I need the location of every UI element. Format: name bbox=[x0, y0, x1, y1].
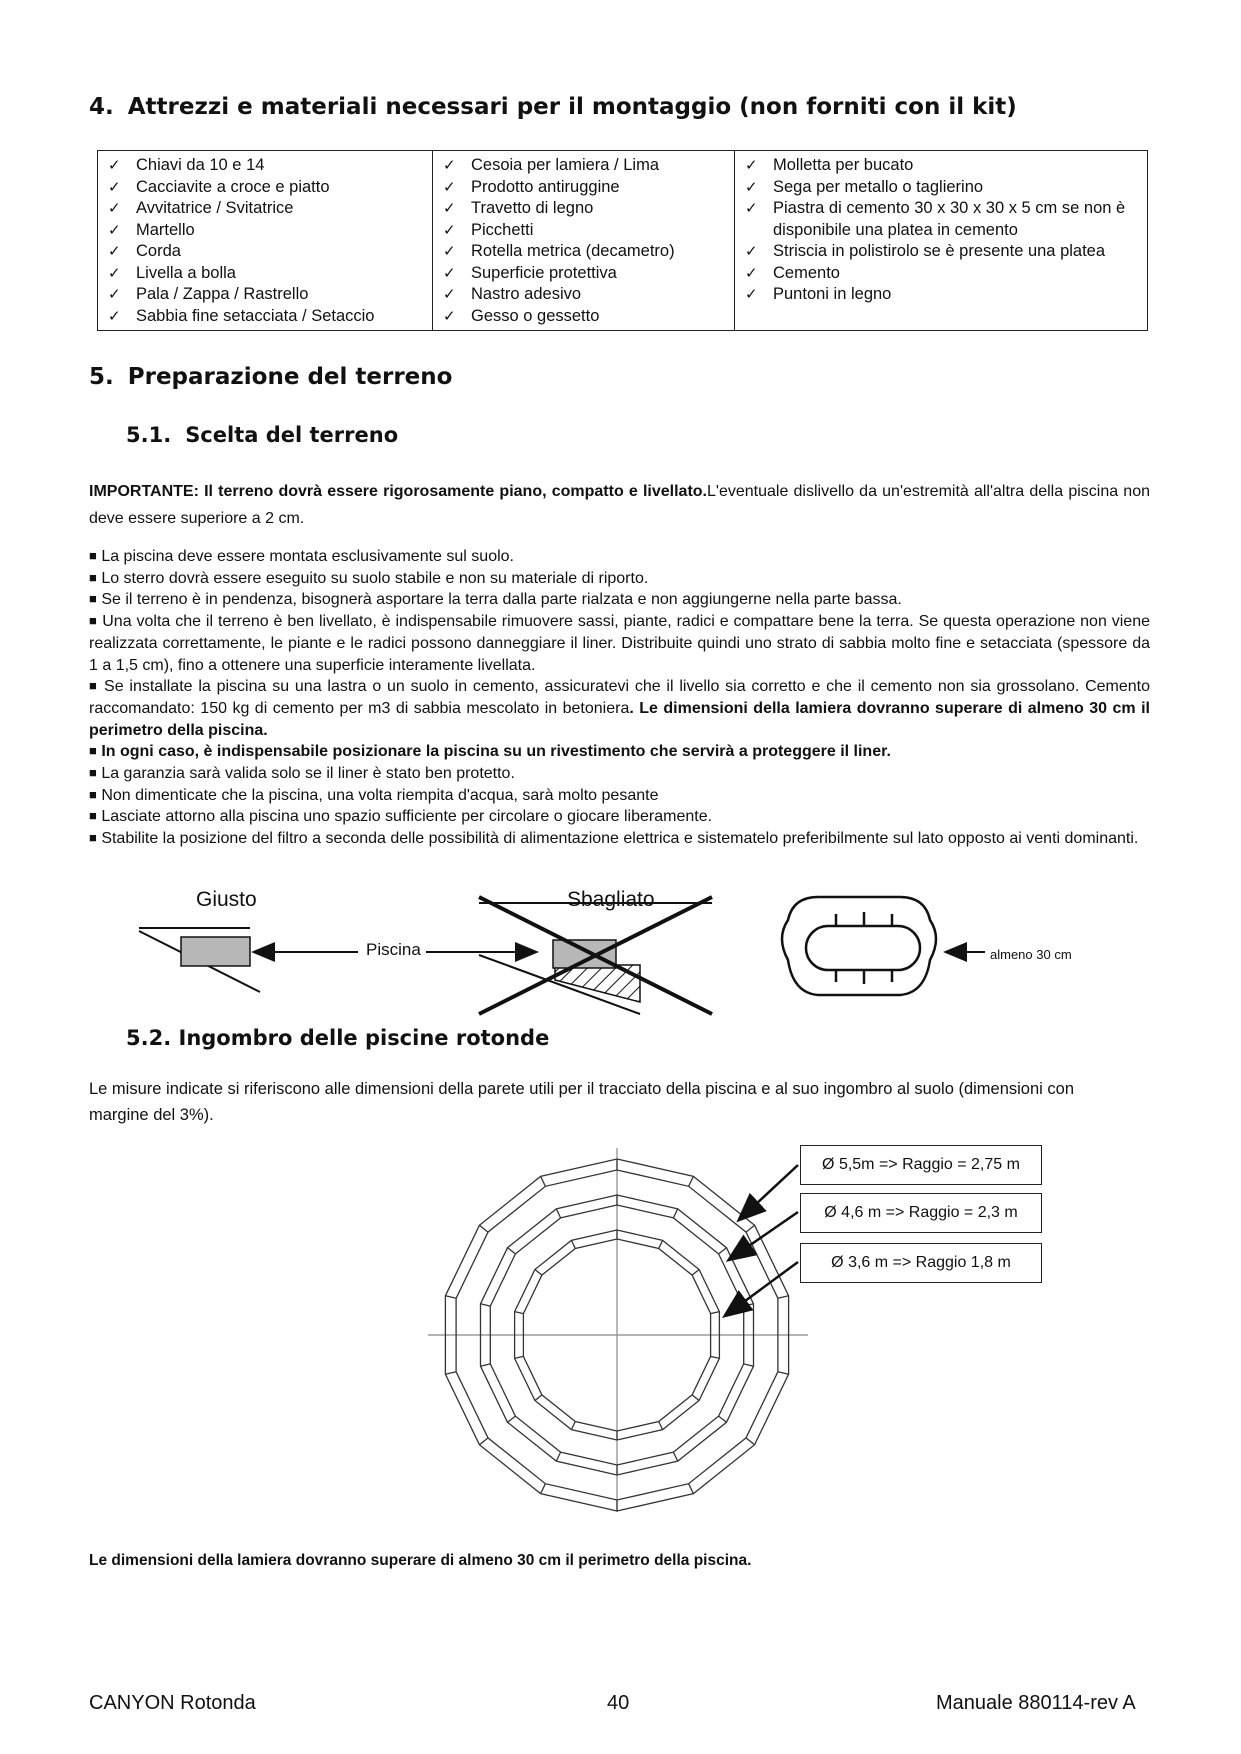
size-label-3-6: Ø 3,6 m => Raggio 1,8 m bbox=[800, 1243, 1042, 1283]
checkmark-icon: ✓ bbox=[745, 178, 758, 196]
final-note: Le dimensioni della lamiera dovranno superare di almeno 30 cm il perimetro della piscina. bbox=[89, 1552, 752, 1569]
checkmark-icon: ✓ bbox=[443, 157, 456, 174]
tool-item bbox=[441, 220, 726, 242]
tool-label: Sega per metallo o taglierino bbox=[773, 177, 984, 196]
tool-item bbox=[441, 177, 726, 199]
tool-item bbox=[441, 198, 726, 220]
bullet-item: ■ La piscina deve essere montata esclusivamente sul suolo. bbox=[89, 548, 514, 565]
wall-joint bbox=[479, 1438, 488, 1445]
giusto-label: Giusto bbox=[196, 888, 257, 911]
checkmark-icon: ✓ bbox=[745, 264, 758, 282]
wall-joint bbox=[481, 1364, 491, 1366]
tool-label: Molletta per bucato bbox=[773, 156, 914, 174]
correct-terrain-diagram bbox=[139, 928, 358, 992]
wall-joint bbox=[692, 1270, 699, 1276]
wall-joint bbox=[689, 1176, 694, 1186]
wall-joint bbox=[744, 1364, 754, 1366]
piscina-label: Piscina bbox=[366, 940, 421, 959]
checkmark-icon: ✓ bbox=[108, 264, 121, 282]
wall-joint bbox=[541, 1176, 546, 1186]
checkmark-icon: ✓ bbox=[443, 243, 456, 260]
tool-item bbox=[106, 155, 424, 177]
tool-label: Prodotto antiruggine bbox=[471, 177, 620, 196]
important-paragraph bbox=[89, 478, 1150, 532]
tool-item bbox=[441, 155, 726, 177]
section-5-heading bbox=[89, 364, 452, 390]
wall-joint bbox=[778, 1296, 789, 1299]
bullet-list bbox=[89, 546, 1150, 850]
subsection-title: Scelta del terreno bbox=[185, 423, 399, 447]
wall-joint bbox=[689, 1484, 694, 1494]
wall-joint bbox=[479, 1225, 488, 1232]
wall-joint bbox=[719, 1248, 727, 1254]
section-title: Attrezzi e materiali necessari per il montaggio (non forniti con il kit) bbox=[127, 94, 1017, 120]
tools-column-3 bbox=[735, 151, 1148, 331]
section-4-heading bbox=[89, 94, 1017, 120]
wall-joint bbox=[673, 1209, 677, 1218]
section-number: 4. bbox=[89, 94, 114, 120]
tool-item bbox=[743, 198, 1139, 241]
wall-joint bbox=[445, 1296, 456, 1299]
checkmark-icon: ✓ bbox=[745, 286, 758, 303]
tool-label: Puntoni in legno bbox=[773, 285, 892, 303]
wall-joint bbox=[515, 1312, 524, 1314]
sbagliato-label: Sbagliato bbox=[567, 888, 655, 911]
tool-item bbox=[441, 241, 726, 263]
section-number: 5. bbox=[89, 364, 114, 390]
checkmark-icon: ✓ bbox=[108, 243, 121, 260]
tool-label: Cacciavite a croce e piatto bbox=[136, 177, 330, 196]
tool-label: Gesso o gessetto bbox=[471, 306, 600, 325]
wall-joint bbox=[515, 1356, 524, 1358]
wall-joint bbox=[711, 1312, 720, 1314]
wall-joint bbox=[746, 1438, 755, 1445]
wall-joint bbox=[508, 1248, 516, 1254]
tool-label: Picchetti bbox=[471, 220, 534, 239]
wall-joint bbox=[692, 1395, 699, 1401]
bullet-item: ■ Se installate la piscina su una lastra o un suolo in cemento, assicuratevi che il livello sia corretto e che il cemento non sia grossolano. Cemento raccomandato: 150 kg di cemento per m3 di sabbia mescolato in betoniera. Le dimensioni della lamiera dovranno superare di almeno 30 cm il perimetro della piscina. bbox=[89, 678, 1151, 739]
tool-item bbox=[441, 306, 726, 328]
important-text: L'eventuale dislivello da un'estremità all'altra della piscina non deve essere superiore a 2 cm. bbox=[89, 483, 1150, 527]
wrong-terrain-diagram bbox=[426, 897, 712, 1014]
tool-label: Pala / Zappa / Rastrello bbox=[136, 285, 309, 303]
wall-joint bbox=[535, 1395, 542, 1401]
checkmark-icon: ✓ bbox=[443, 264, 456, 282]
wall-joint bbox=[711, 1356, 720, 1358]
bullet-item: ■ La garanzia sarà valida solo se il liner è stato ben protetto. bbox=[89, 765, 515, 783]
bullet-item: ■ Stabilite la posizione del filtro a seconda delle possibilità di alimentazione elettrica e sistematelo preferibilmente sul lato opposto ai venti dominanti. bbox=[89, 830, 1139, 848]
subsection-number: 5.2. bbox=[126, 1026, 172, 1050]
dimensions-description: Le misure indicate si riferiscono alle dimensioni della parete utili per il tracciato della piscina e al suo ingombro al suolo (dimensioni con margine del 3%). bbox=[89, 1080, 1075, 1124]
footer-page-number: 40 bbox=[607, 1692, 630, 1714]
tool-label: Cesoia per lamiera / Lima bbox=[471, 156, 659, 174]
checkmark-icon: ✓ bbox=[108, 221, 121, 239]
checkmark-icon: ✓ bbox=[108, 307, 121, 325]
tool-item bbox=[743, 177, 1139, 199]
bullet-item: ■ Una volta che il terreno è ben livellato, è indispensabile rimuovere sassi, piante, radici e compattare bene la terra. Se questa operazione non viene realizzata correttamente, le piante e le radici possono danneggiare il liner. Distribuite quindi uno strato di sabbia molto fine e setacciata (spessore da 1 a 1,5 cm), fino a ottenere una superficie interamente livellata. bbox=[89, 613, 1150, 674]
tool-item bbox=[743, 241, 1139, 263]
checkmark-icon: ✓ bbox=[745, 200, 758, 217]
checkmark-icon: ✓ bbox=[108, 286, 121, 303]
subsection-title: Ingombro delle piscine rotonde bbox=[178, 1026, 550, 1050]
terrain-figure bbox=[0, 890, 1241, 1020]
almeno-label: almeno 30 cm bbox=[990, 947, 1072, 962]
pool-outline-4-6 bbox=[490, 1205, 743, 1465]
subsection-5-2-heading bbox=[126, 1026, 549, 1050]
wall-joint bbox=[744, 1304, 754, 1306]
checkmark-icon: ✓ bbox=[443, 200, 456, 217]
wall-joint bbox=[541, 1484, 546, 1494]
tool-item bbox=[106, 284, 424, 306]
checkmark-icon: ✓ bbox=[443, 307, 456, 325]
checkmark-icon: ✓ bbox=[745, 157, 758, 174]
tools-table bbox=[97, 150, 1148, 331]
bullet-item: ■ Se il terreno è in pendenza, bisognerà asportare la terra dalla parte rialzata e non aggiungerne nella parte bassa. bbox=[89, 591, 902, 609]
top-view-diagram bbox=[782, 897, 985, 995]
wall-joint bbox=[556, 1452, 560, 1461]
tool-label: Cemento bbox=[773, 263, 840, 282]
tool-item bbox=[743, 284, 1139, 306]
checkmark-icon: ✓ bbox=[443, 221, 456, 239]
tool-item bbox=[441, 263, 726, 285]
tools-list-3 bbox=[743, 155, 1139, 306]
bullet-item: ■ Lo sterro dovrà essere eseguito su suolo stabile e non su materiale di riporto. bbox=[89, 569, 649, 587]
checkmark-icon: ✓ bbox=[108, 178, 121, 196]
wall-joint bbox=[659, 1240, 663, 1248]
tool-item bbox=[106, 306, 424, 328]
wall-joint bbox=[571, 1240, 575, 1248]
tool-label: Livella a bolla bbox=[136, 263, 236, 282]
tool-label: Piastra di cemento 30 x 30 x 30 x 5 cm se non è disponibile una platea in cemento bbox=[773, 199, 1126, 239]
checkmark-icon: ✓ bbox=[745, 243, 758, 260]
pool-outline-3-6 bbox=[523, 1239, 710, 1431]
tool-item bbox=[441, 284, 726, 306]
tool-label: Striscia in polistirolo se è presente una platea bbox=[773, 242, 1106, 260]
tool-label: Superficie protettiva bbox=[471, 263, 617, 282]
checkmark-icon: ✓ bbox=[443, 286, 456, 303]
checkmark-icon: ✓ bbox=[108, 157, 121, 174]
tool-item bbox=[106, 198, 424, 220]
bullet-item: ■ Non dimenticate che la piscina, una volta riempita d'acqua, sarà molto pesante bbox=[89, 786, 659, 804]
tool-label: Corda bbox=[136, 242, 181, 260]
bullet-item: ■ In ogni caso, è indispensabile posizionare la piscina su un rivestimento che servirà a proteggere il liner. bbox=[89, 743, 891, 761]
wall-joint bbox=[508, 1416, 516, 1422]
pool-outline-4-6 bbox=[481, 1195, 754, 1475]
wall-joint bbox=[673, 1452, 677, 1461]
tool-label: Avvitatrice / Svitatrice bbox=[136, 199, 294, 217]
wall-joint bbox=[778, 1372, 789, 1375]
size-label-4-6: Ø 4,6 m => Raggio = 2,3 m bbox=[800, 1193, 1042, 1233]
checkmark-icon: ✓ bbox=[443, 178, 456, 196]
checkmark-icon: ✓ bbox=[108, 200, 121, 217]
footer-right: Manuale 880114-rev A bbox=[936, 1692, 1136, 1714]
wall-joint bbox=[481, 1304, 491, 1306]
pool-outline-5-5 bbox=[456, 1170, 778, 1500]
tool-item bbox=[743, 155, 1139, 177]
tool-label: Travetto di legno bbox=[471, 199, 594, 217]
wall-joint bbox=[535, 1270, 542, 1276]
tool-label: Sabbia fine setacciata / Setaccio bbox=[136, 306, 375, 325]
wall-joint bbox=[571, 1422, 575, 1430]
size-label-5-5: Ø 5,5m => Raggio = 2,75 m bbox=[800, 1145, 1042, 1185]
tool-item bbox=[106, 177, 424, 199]
wall-joint bbox=[556, 1209, 560, 1218]
tool-label: Martello bbox=[136, 220, 195, 239]
pool-outline-3-6 bbox=[515, 1230, 720, 1440]
pool-outline-5-5 bbox=[445, 1159, 788, 1511]
tool-item bbox=[106, 263, 424, 285]
wall-joint bbox=[719, 1416, 727, 1422]
section-title: Preparazione del terreno bbox=[127, 364, 453, 390]
tool-label: Chiavi da 10 e 14 bbox=[136, 156, 265, 174]
wall-joint bbox=[659, 1422, 663, 1430]
important-bold-text: IMPORTANTE: Il terreno dovrà essere rigorosamente piano, compatto e livellato. bbox=[89, 483, 707, 500]
tool-item bbox=[106, 220, 424, 242]
wall-joint bbox=[746, 1225, 755, 1232]
footer-left: CANYON Rotonda bbox=[89, 1692, 256, 1714]
bullet-item: ■ Lasciate attorno alla piscina uno spazio sufficiente per circolare o giocare liberamente. bbox=[89, 808, 713, 826]
subsection-number: 5.1. bbox=[126, 423, 172, 447]
tools-column-1 bbox=[98, 151, 433, 331]
tools-list-2 bbox=[441, 155, 726, 327]
tools-list-1 bbox=[106, 155, 424, 327]
tool-item bbox=[106, 241, 424, 263]
subsection-5-1-heading bbox=[126, 423, 398, 447]
tool-item bbox=[743, 263, 1139, 285]
tool-label: Nastro adesivo bbox=[471, 285, 582, 303]
wall-joint bbox=[445, 1372, 456, 1375]
tools-column-2 bbox=[433, 151, 735, 331]
tool-label: Rotella metrica (decametro) bbox=[471, 242, 675, 260]
